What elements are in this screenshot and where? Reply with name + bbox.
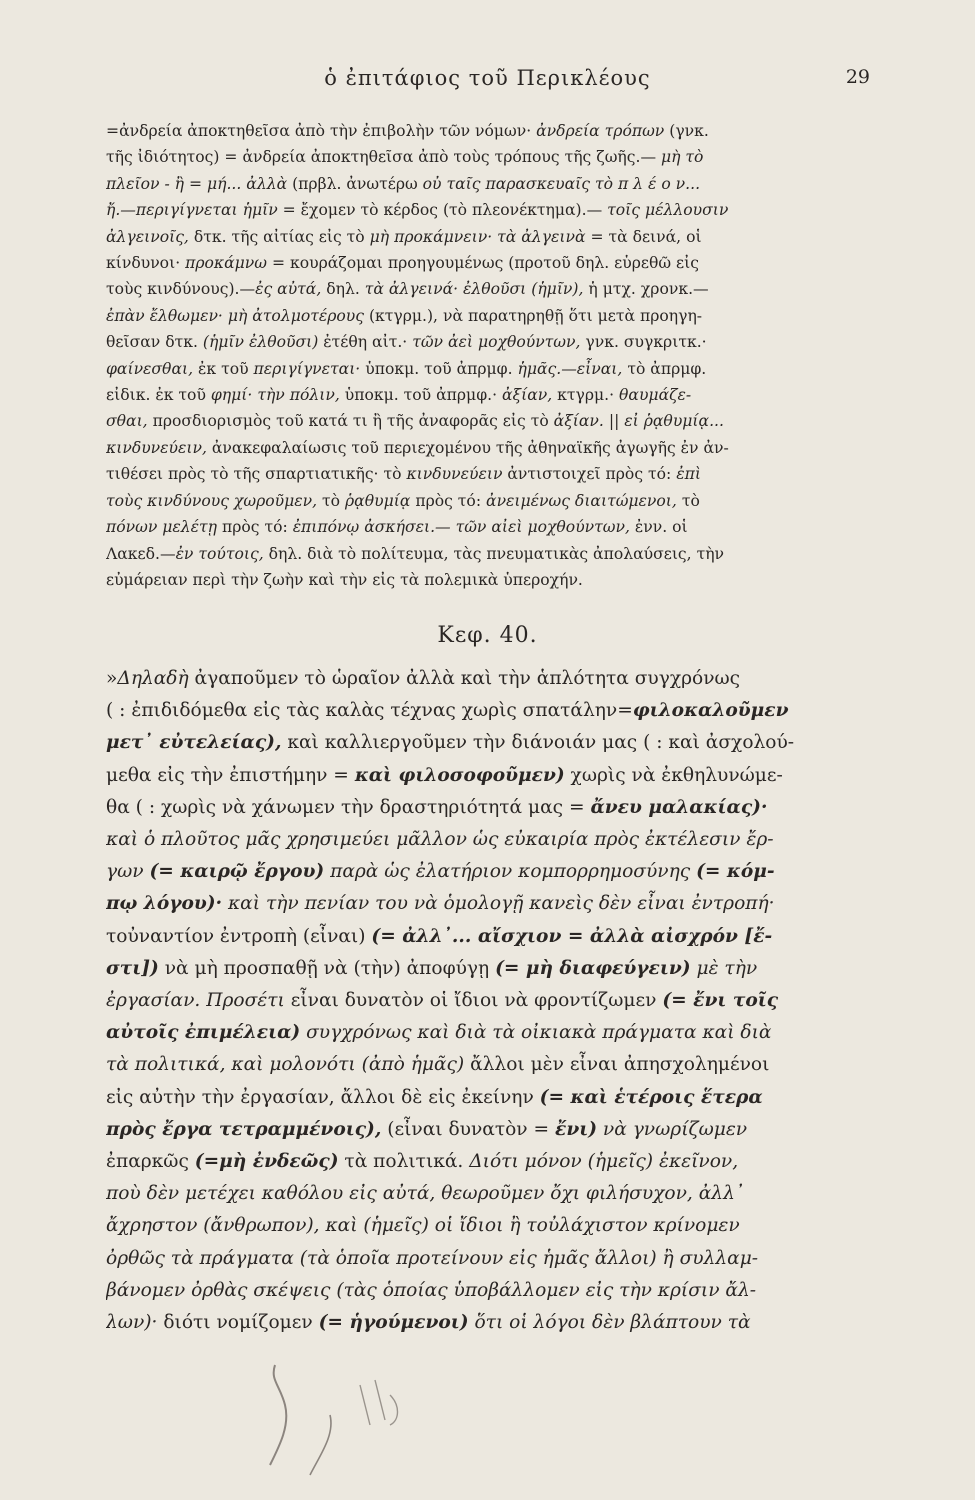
commentary-line xyxy=(106,435,876,461)
translation-text-run: διότι νομίζομεν xyxy=(157,1312,319,1334)
translation-text-run: στι]) xyxy=(106,957,159,979)
commentary-text-run: ἡμᾶς.—εἶναι, xyxy=(517,359,623,378)
translation-text-run: (=μὴ ἐνδεῶς) xyxy=(194,1151,339,1173)
translation-line xyxy=(106,1146,886,1178)
commentary-text-run: πόνων μελέτῃ xyxy=(106,518,217,537)
translation-text-run: ἄλλοι μὲν εἶναι ἀπησχολημένοι xyxy=(464,1054,770,1076)
commentary-text-run: τιθέσει πρὸς τὸ τῆς σπαρτιατικῆς· τὸ xyxy=(106,465,407,484)
commentary-text-run: τῆς ἰδιότητος) = ἀνδρεία ἀποκτηθεῖσα ἀπὸ τοὺς τρόπους τῆς ζωῆς.— xyxy=(106,148,661,167)
translation-line xyxy=(106,1049,886,1081)
translation-text-run: καὶ φιλοσοφοῦμεν) xyxy=(354,764,565,786)
commentary-text-run: ἐπιπόνῳ ἀσκήσει.— τῶν αἰεὶ μοχθούντων, xyxy=(292,518,630,537)
commentary-text-run: μὴ προκάμνειν· τὰ ἀλγεινὰ xyxy=(369,227,586,246)
translation-line xyxy=(106,824,886,856)
translation-line xyxy=(106,856,886,888)
commentary-text-run: ἀνακεφαλαίωσις τοῦ περιεχομένου τῆς ἀθηναϊκῆς ἀγωγῆς ἐν ἀν- xyxy=(206,438,729,457)
translation-text-run: χωρὶς νὰ ἐκθηλυνώμε- xyxy=(564,764,783,786)
translation-text-run: ὀρθῶς τὰ πράγματα (τὰ ὁποῖα προτείνουν εἰς ἡμᾶς ἄλλοι) ἢ συλλαμ- xyxy=(106,1247,759,1269)
translation-text-run: εἶναι δυνατὸν οἱ ἴδιοι νὰ φροντίζωμεν xyxy=(284,990,663,1012)
commentary-text-run: προκάμνω xyxy=(185,254,267,273)
translation-text-run: (= κόμ- xyxy=(696,861,775,883)
translation-text-run: ( : ἐπιδιδόμεθα εἰς τὰς καλὰς τέχνας χωρὶς σπατάλην= xyxy=(106,700,633,722)
page-header xyxy=(0,60,975,100)
translation-line xyxy=(106,1210,886,1242)
translation-text-run: ἄνευ μαλακίας)· xyxy=(590,796,768,818)
translation-text-run: ἔνι) xyxy=(555,1118,598,1140)
commentary-text-run: ἐκ τοῦ xyxy=(193,359,254,378)
chapter-translation xyxy=(106,663,886,1339)
translation-text-run: (= μὴ διαφεύγειν) xyxy=(495,957,691,979)
commentary-text-run: τοὺς κινδύνους χωροῦμεν, xyxy=(106,491,318,510)
commentary-line xyxy=(106,541,876,567)
commentary-line xyxy=(106,118,876,144)
commentary-line xyxy=(106,224,876,250)
commentary-text-run: ἀνειμένως διαιτώμενοι, xyxy=(486,491,677,510)
commentary-line xyxy=(106,197,876,223)
commentary-notes xyxy=(106,118,876,593)
translation-text-run: ὅτι οἱ λόγοι δὲν βλάπτουν τὰ xyxy=(468,1312,751,1334)
commentary-text-run: προσδιορισμὸς τοῦ κατά τι ἢ τῆς ἀναφορᾶς εἰς τὸ xyxy=(147,412,554,431)
commentary-text-run: ῥᾳθυμίᾳ xyxy=(345,491,411,510)
commentary-text-run: ἀλγεινοῖς, xyxy=(106,227,189,246)
commentary-text-run: = ἔχομεν τὸ κέρδος (τὸ πλεονέκτημα).— xyxy=(277,201,608,220)
commentary-text-run: (ἡμῖν ἐλθοῦσι) xyxy=(202,333,319,352)
translation-text-run: μὲ τὴν xyxy=(690,957,758,979)
commentary-line xyxy=(106,408,876,434)
translation-text-run: ἐπαρκῶς xyxy=(106,1151,195,1173)
commentary-text-run: γνκ. συγκριτκ.· xyxy=(580,333,707,352)
commentary-text-run: εἰδικ. ἐκ τοῦ xyxy=(106,386,211,405)
commentary-text-run: θεῖσαν δτκ. xyxy=(106,333,203,352)
translation-text-run: νὰ μὴ προσπαθῇ νὰ (τὴν) ἀποφύγῃ xyxy=(158,957,496,979)
translation-line xyxy=(106,985,886,1017)
commentary-text-run: δτκ. τῆς αἰτίας εἰς τὸ xyxy=(188,227,370,246)
translation-text-run: παρὰ ὡς ἐλατήριον κομπορρημοσύνης xyxy=(324,861,697,883)
translation-line xyxy=(106,760,886,792)
commentary-text-run: φημί· τὴν πόλιν, xyxy=(210,386,340,405)
translation-text-run: (= ἔνι τοῖς xyxy=(662,990,779,1012)
commentary-text-run: || xyxy=(603,412,625,431)
commentary-text-run: τοὺς κινδύνους).— xyxy=(106,280,256,299)
commentary-text-run: τὸ ἀπρμφ. xyxy=(622,359,707,378)
translation-text-run: ποὺ δὲν μετέχει καθόλου εἰς αὐτά, θεωροῦμεν ὄχι φιλήσυχον, ἀλλ᾽ xyxy=(106,1183,745,1205)
commentary-text-run: δηλ. xyxy=(321,280,365,299)
commentary-text-run: κινδυνεύειν xyxy=(406,465,503,484)
translation-text-run: (= ἀλλ᾽... αἴσχιον = ἀλλὰ αἰσχρόν [ἔ- xyxy=(371,925,773,947)
translation-text-run: φιλοκαλοῦμεν xyxy=(632,700,789,722)
translation-text-run: ἄχρηστον (ἄνθρωπον), καὶ (ἡμεῖς) οἱ ἴδιοι ἢ τοὐλάχιστον κρίνομεν xyxy=(106,1215,740,1237)
translation-text-run: (= ἡγούμενοι) xyxy=(318,1312,469,1334)
translation-text-run: νὰ γνωρίζωμεν xyxy=(597,1118,748,1140)
commentary-text-run: πλεῖον - ἢ = μή... ἀλλὰ xyxy=(106,174,288,193)
translation-line xyxy=(106,1178,886,1210)
translation-line xyxy=(106,888,886,920)
running-title: ὁ ἐπιτάφιος τοῦ Περικλέους xyxy=(324,66,651,90)
translation-line xyxy=(106,1275,886,1307)
commentary-text-run: φαίνεσθαι, xyxy=(106,359,194,378)
translation-line xyxy=(106,921,886,953)
commentary-text-run: ἀξίαν. xyxy=(553,412,604,431)
translation-text-run: πρὸς ἔργα τετραμμένοις), xyxy=(106,1118,382,1140)
commentary-text-run: ἐνν. οἱ xyxy=(629,518,688,537)
translation-line xyxy=(106,1307,886,1339)
commentary-line xyxy=(106,144,876,170)
translation-line xyxy=(106,1082,886,1114)
translation-text-run: καὶ ὁ πλοῦτος μᾶς χρησιμεύει μᾶλλον ὡς εὐκαιρία πρὸς ἐκτέλεσιν ἔρ- xyxy=(106,829,774,851)
translation-text-run: (= καιρῷ ἔργου) xyxy=(149,861,325,883)
translation-line xyxy=(106,953,886,985)
chapter-heading: Κεφ. 40. xyxy=(437,623,538,648)
commentary-text-run: μὴ τὸ xyxy=(661,148,704,167)
commentary-text-run: δηλ. διὰ τὸ πολίτευμα, τὰς πνευματικὰς ἀπολαύσεις, τὴν xyxy=(263,544,725,563)
commentary-line xyxy=(106,461,876,487)
commentary-text-run: ἐν τούτοις, xyxy=(175,544,264,563)
commentary-text-run: πρὸς τό: xyxy=(217,518,293,537)
commentary-text-run: ἡ μτχ. χρονκ.— xyxy=(583,280,709,299)
translation-line xyxy=(106,663,886,695)
translation-line xyxy=(106,1114,886,1146)
translation-text-run: γων xyxy=(106,861,150,883)
page-number: 29 xyxy=(845,66,870,88)
translation-text-run: τὰ πολιτικά. xyxy=(338,1151,470,1173)
commentary-text-run: ὑποκμ. τοῦ ἀπρμφ.· xyxy=(339,386,502,405)
pencil-scribble xyxy=(250,1325,450,1495)
commentary-line xyxy=(106,488,876,514)
translation-line xyxy=(106,727,886,759)
translation-text-run: λων)· xyxy=(106,1312,158,1334)
translation-line xyxy=(106,792,886,824)
translation-text-run: (εἶναι δυνατὸν = xyxy=(381,1118,556,1140)
commentary-text-run: =ἀνδρεία ἀποκτηθεῖσα ἀπὸ τὴν ἐπιβολὴν τῶν νόμων· xyxy=(106,122,537,140)
commentary-line xyxy=(106,303,876,329)
commentary-text-run: = τὰ δεινά, οἱ xyxy=(585,227,702,246)
commentary-text-run: ἐπὰν ἔλθωμεν· μὴ ἀτολμοτέρους xyxy=(106,306,364,325)
translation-text-run: ἀγαποῦμεν τὸ ὡραῖον ἀλλὰ καὶ τὴν ἁπλότητα συγχρόνως xyxy=(188,668,741,689)
commentary-text-run: ἤ.—περιγίγνεται ἡμῖν xyxy=(106,201,278,220)
translation-text-run: εἰς αὐτὴν τὴν ἐργασίαν, ἄλλοι δὲ εἰς ἐκείνην xyxy=(106,1086,540,1108)
commentary-text-run: σθαι, xyxy=(106,412,148,431)
commentary-line xyxy=(106,171,876,197)
commentary-line xyxy=(106,382,876,408)
translation-text-run: μεθα εἰς τὴν ἐπιστήμην = xyxy=(106,764,355,786)
commentary-line xyxy=(106,356,876,382)
commentary-line xyxy=(106,329,876,355)
commentary-text-run: κίνδυνοι· xyxy=(106,254,186,273)
commentary-text-run: ἐπὶ xyxy=(676,465,701,484)
commentary-text-run: εἰ ῥᾳθυμίᾳ... xyxy=(624,412,724,431)
translation-text-run: Δηλαδὴ xyxy=(117,668,189,689)
commentary-text-run: (πρβλ. ἀνωτέρω xyxy=(287,174,423,193)
commentary-text-run: ἀνδρεία τρόπων xyxy=(536,122,665,140)
commentary-text-run: = κουράζομαι προηγουμένως (προτοῦ δηλ. εὑρεθῶ εἰς xyxy=(267,254,699,273)
translation-text-run: αὐτοῖς ἐπιμέλεια) xyxy=(106,1022,301,1044)
translation-text-run: καὶ τὴν πενίαν του νὰ ὁμολογῇ κανεὶς δὲν εἶναι ἐντροπή· xyxy=(222,893,775,915)
translation-text-run: συγχρόνως καὶ διὰ τὰ οἰκιακὰ πράγματα καὶ διὰ xyxy=(300,1022,772,1044)
commentary-text-run: τὸ xyxy=(317,491,345,510)
commentary-text-run: οὐ ταῖς παρασκευαῖς τὸ π λ έ ο ν... xyxy=(422,174,701,193)
translation-line xyxy=(106,1017,886,1049)
translation-text-run: θα ( : χωρὶς νὰ χάνωμεν τὴν δραστηριότητά μας = xyxy=(106,796,591,818)
commentary-text-run: ἐς αὐτά, xyxy=(255,280,322,299)
translation-line xyxy=(106,1243,886,1275)
translation-text-run: » xyxy=(106,668,118,689)
translation-text-run: βάνομεν ὀρθὰς σκέψεις (τὰς ὁποίας ὑποβάλλομεν εἰς τὴν κρίσιν ἄλ- xyxy=(106,1279,757,1301)
translation-text-run: τοὐναντίον ἐντροπὴ (εἶναι) xyxy=(106,925,372,947)
translation-line xyxy=(106,695,886,727)
commentary-text-run: (κτγρμ.), νὰ παρατηρηθῇ ὅτι μετὰ προηγη- xyxy=(363,306,703,325)
commentary-text-run: θαυμάζε- xyxy=(619,386,692,405)
commentary-line xyxy=(106,514,876,540)
commentary-text-run: ὑποκμ. τοῦ ἀπρμφ. xyxy=(360,359,518,378)
translation-text-run: τὰ πολιτικά, καὶ μολονότι (ἀπὸ ἡμᾶς) xyxy=(106,1054,465,1076)
commentary-text-run: περιγίγνεται· xyxy=(253,359,361,378)
commentary-text-run: τοῖς μέλλουσιν xyxy=(607,201,729,220)
commentary-text-run: κινδυνεύειν, xyxy=(106,438,207,457)
translation-text-run: Διότι μόνον (ἡμεῖς) ἐκεῖνον, xyxy=(469,1151,739,1173)
commentary-text-run: Λακεδ.— xyxy=(106,544,176,563)
commentary-text-run: εὐμάρειαν περὶ τὴν ζωὴν καὶ τὴν εἰς τὰ πολεμικὰ ὑπεροχήν. xyxy=(106,570,583,589)
translation-text-run: (= καὶ ἑτέροις ἕτερα xyxy=(539,1086,763,1108)
commentary-line xyxy=(106,250,876,276)
translation-text-run: ἐργασίαν. Προσέτι xyxy=(106,990,285,1012)
commentary-text-run: κτγρμ.· xyxy=(552,386,620,405)
translation-text-run: καὶ καλλιεργοῦμεν τὴν διάνοιάν μας ( : καὶ ἀσχολού- xyxy=(281,732,795,754)
translation-text-run: πῳ λόγου)· xyxy=(106,893,223,915)
commentary-text-run: τὰ ἀλγεινά· ἐλθοῦσι (ἡμῖν), xyxy=(364,280,584,299)
translation-text-run: μετ᾽ εὐτελείας), xyxy=(106,732,282,754)
commentary-text-run: τῶν ἀεὶ μοχθούντων, xyxy=(412,333,581,352)
commentary-text-run: ἐτέθη αἰτ.· xyxy=(318,333,413,352)
commentary-text-run: ἀντιστοιχεῖ πρὸς τό: xyxy=(502,465,677,484)
commentary-text-run: πρὸς τό: xyxy=(410,491,487,510)
commentary-text-run: ἀξίαν, xyxy=(502,386,553,405)
commentary-text-run: τὸ xyxy=(676,491,700,510)
commentary-line xyxy=(106,276,876,302)
commentary-text-run: (γνκ. xyxy=(664,122,709,140)
commentary-line xyxy=(106,567,876,593)
